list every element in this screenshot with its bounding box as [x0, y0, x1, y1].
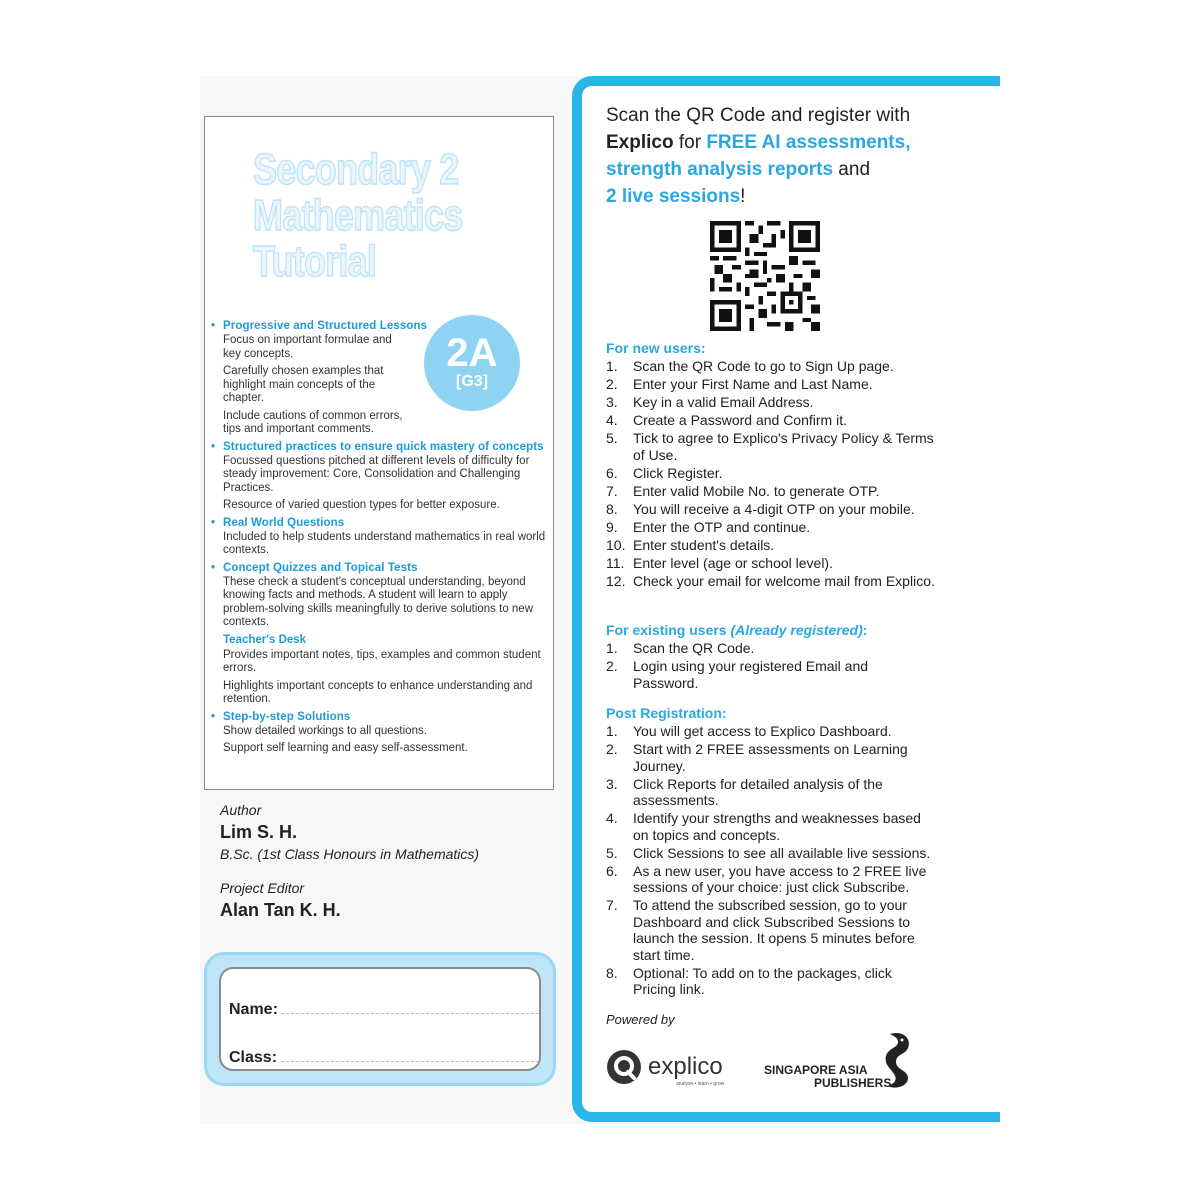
sap-line1: SINGAPORE ASIA	[764, 1063, 868, 1077]
step-item	[606, 376, 936, 393]
feature-item: These check a student's conceptual understanding, beyond knowing facts and methods. A student will learn to apply problem-solving skills meaningfully to derive solutions to new contexts.	[223, 575, 534, 628]
post-registration-steps	[606, 723, 936, 998]
step-item	[606, 519, 936, 536]
feature-item: Highlights important concepts to enhance understanding and retention.	[223, 679, 533, 705]
step-item	[606, 465, 936, 482]
feature-list	[211, 317, 551, 760]
step-number: 11.	[606, 554, 625, 571]
feature-heading: • Step-by-step Solutions	[211, 710, 351, 723]
feature-item: Carefully chosen examples that highlight main concepts of the chapter.	[223, 365, 384, 404]
step-text: Click Reports for detailed analysis of the assessments.	[633, 775, 883, 808]
feature-item: Support self learning and easy self-assessment.	[223, 742, 468, 754]
intro-bang: !	[740, 186, 746, 207]
qr-code-icon[interactable]	[710, 221, 820, 331]
new-users-heading: For new users:	[606, 340, 706, 356]
singapore-asia-publishers-logo	[762, 1028, 922, 1092]
explico-logo	[606, 1046, 736, 1088]
step-text: Enter the OTP and continue.	[633, 518, 811, 535]
intro-brand: Explico	[606, 132, 674, 153]
step-number: 9.	[606, 518, 618, 535]
explico-tagline: analyse • learn • grow	[676, 1081, 725, 1087]
class-label: Class:	[229, 1049, 278, 1066]
cover-title-line: Mathematics	[253, 191, 463, 240]
class-line	[281, 1061, 539, 1062]
name-label: Name:	[229, 1001, 278, 1018]
existing-users-section	[606, 622, 936, 693]
level-label: [G3]	[456, 373, 488, 390]
step-number: 6.	[606, 464, 618, 481]
intro-for: for	[673, 132, 707, 153]
step-item	[606, 658, 936, 691]
intro-highlight-2: strength analysis reports	[606, 159, 834, 180]
step-text: Start with 2 FREE assessments on Learning Journey.	[633, 741, 908, 774]
cover-feature-box	[204, 116, 554, 790]
step-item	[606, 483, 936, 500]
step-text: You will get access to Explico Dashboard.	[633, 723, 892, 739]
step-number: 2.	[606, 741, 618, 757]
step-item	[606, 412, 936, 429]
new-users-steps	[606, 358, 936, 589]
feature-section	[211, 441, 551, 513]
step-text: Login using your registered Email and Password.	[633, 658, 869, 691]
step-item	[606, 573, 936, 590]
step-number: 3.	[606, 775, 618, 792]
intro-highlight-1: FREE AI assessments,	[706, 132, 911, 153]
step-text: Tick to agree to Explico's Privacy Policy & Terms of Use.	[633, 430, 934, 463]
feature-subheading: Teacher's Desk	[223, 633, 307, 646]
post-registration-section	[606, 705, 936, 999]
feature-heading: • Concept Quizzes and Topical Tests	[211, 561, 418, 574]
intro-highlight-3: 2 live sessions	[606, 186, 741, 207]
step-item	[606, 537, 936, 554]
step-item	[606, 863, 936, 896]
feature-section	[211, 562, 551, 630]
step-text: You will receive a 4-digit OTP on your mobile.	[633, 500, 915, 517]
step-number: 10.	[606, 536, 626, 553]
step-number: 8.	[606, 964, 618, 981]
step-number: 1.	[606, 723, 618, 739]
cover-title	[253, 147, 491, 285]
author-degree: B.Sc. (1st Class Honours in Mathematics)	[220, 846, 480, 862]
step-item	[606, 897, 936, 963]
step-item	[606, 358, 936, 375]
intro-line1: Scan the QR Code and register with	[606, 105, 911, 126]
intro-and: and	[833, 159, 871, 180]
author-role: Author	[220, 802, 262, 818]
step-text: Scan the QR Code.	[633, 640, 755, 656]
step-item	[606, 430, 936, 463]
step-number: 6.	[606, 862, 618, 879]
step-text: Click Sessions to see all available live sessions.	[633, 844, 931, 861]
step-text: Enter level (age or school level).	[633, 554, 833, 571]
feature-item: Include cautions of common errors, tips and important comments.	[223, 409, 403, 435]
step-item	[606, 501, 936, 518]
feature-item: Focus on important formulae and key concepts.	[223, 334, 392, 360]
feature-item: Focussed questions pitched at different levels of difficulty for steady improvement: Core, Consolidation and Challenging Practices.	[223, 454, 530, 494]
feature-section	[211, 320, 551, 437]
step-number: 7.	[606, 482, 618, 499]
step-number: 4.	[606, 412, 618, 428]
step-number: 3.	[606, 394, 618, 410]
step-text: As a new user, you have access to 2 FREE live sessions of your choice: just click Subscribe.	[633, 862, 927, 895]
step-text: Enter student's details.	[633, 536, 775, 553]
step-number: 2.	[606, 376, 618, 392]
step-item	[606, 640, 936, 657]
intro-text	[606, 102, 936, 210]
grade-label: 2A	[446, 331, 498, 375]
feature-section	[211, 711, 551, 756]
step-item	[606, 394, 936, 411]
step-number: 5.	[606, 844, 618, 861]
feature-heading: • Structured practices to ensure quick mastery of concepts	[211, 440, 544, 453]
existing-users-heading: For existing users (Already registered):	[606, 622, 868, 638]
sap-line2: PUBLISHERS	[814, 1076, 892, 1090]
step-text: To attend the subscribed session, go to your Dashboard and click Subscribed Sessions to launch the session. It opens 5 minutes before start time.	[633, 897, 915, 963]
existing-users-steps	[606, 640, 936, 691]
feature-section	[211, 517, 551, 558]
editor-name: Alan Tan K. H.	[220, 900, 341, 920]
class-field[interactable]	[229, 1049, 277, 1067]
name-class-card	[204, 952, 556, 1086]
step-text: Check your email for welcome mail from Explico.	[633, 572, 935, 589]
new-users-section	[606, 340, 936, 591]
step-text: Scan the QR Code to go to Sign Up page.	[633, 358, 894, 374]
step-number: 8.	[606, 500, 618, 517]
step-item	[606, 965, 936, 998]
step-item	[606, 776, 936, 809]
post-registration-heading: Post Registration:	[606, 705, 727, 721]
name-class-inner	[219, 967, 541, 1071]
cover-title-line: Secondary 2	[253, 145, 459, 194]
feature-section	[211, 634, 551, 707]
editor-role: Project Editor	[220, 880, 305, 896]
step-number: 4.	[606, 810, 618, 826]
author-name: Lim S. H.	[220, 822, 298, 842]
step-item	[606, 723, 936, 740]
step-number: 5.	[606, 430, 618, 446]
step-item	[606, 810, 936, 843]
step-text: Key in a valid Email Address.	[633, 394, 814, 410]
step-item	[606, 845, 936, 862]
feature-heading: • Real World Questions	[211, 516, 345, 529]
name-field[interactable]	[229, 1001, 278, 1019]
step-text: Click Register.	[633, 464, 723, 481]
step-text: Enter valid Mobile No. to generate OTP.	[633, 482, 880, 499]
step-item	[606, 741, 936, 774]
step-text: Optional: To add on to the packages, click Pricing link.	[633, 964, 892, 997]
explico-wordmark: explico	[648, 1053, 723, 1080]
step-number: 1.	[606, 358, 618, 374]
step-number: 2.	[606, 658, 618, 674]
step-text: Identify your strengths and weaknesses based on topics and concepts.	[633, 810, 921, 843]
step-number: 12.	[606, 572, 626, 589]
step-item	[606, 555, 936, 572]
credits	[220, 802, 479, 924]
feature-item: Included to help students understand mathematics in real world contexts.	[223, 530, 546, 556]
step-text: Enter your First Name and Last Name.	[633, 376, 873, 392]
step-number: 1.	[606, 640, 618, 656]
step-text: Create a Password and Confirm it.	[633, 412, 847, 428]
step-number: 7.	[606, 897, 618, 913]
powered-by-label: Powered by	[606, 1012, 675, 1027]
name-line	[281, 1013, 539, 1014]
feature-heading: • Progressive and Structured Lessons	[211, 320, 428, 332]
feature-item: Resource of varied question types for better exposure.	[223, 499, 500, 511]
feature-item: Show detailed workings to all questions.	[223, 724, 427, 737]
cover-title-line: Tutorial	[253, 237, 377, 286]
feature-item: Provides important notes, tips, examples and common student errors.	[223, 648, 541, 674]
